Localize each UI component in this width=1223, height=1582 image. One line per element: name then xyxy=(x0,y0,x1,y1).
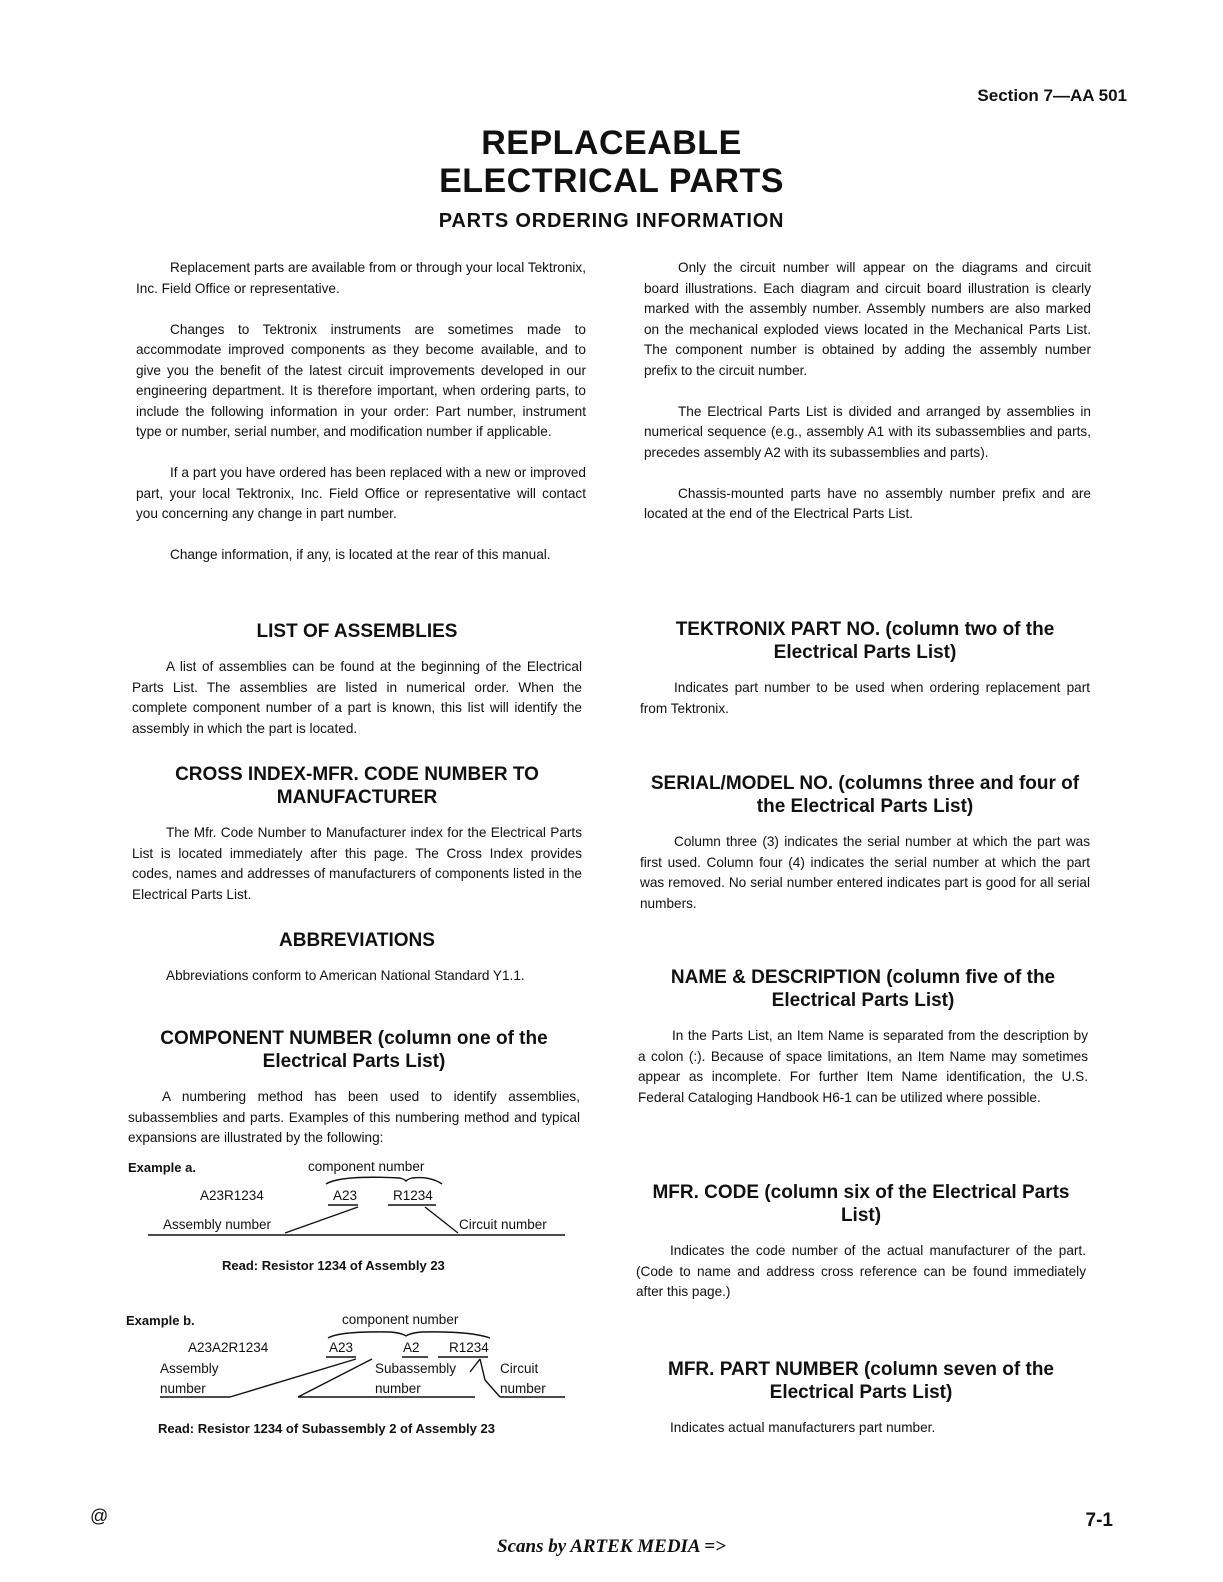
mfr-code-section xyxy=(636,1181,1086,1303)
example-b-part2: A2 xyxy=(403,1340,420,1355)
example-b-part1: A23 xyxy=(329,1340,354,1355)
section-heading: MFR. CODE (column six of the Electrical Parts List) xyxy=(652,1182,1070,1226)
example-b-circuit-2: number xyxy=(500,1381,546,1396)
paragraph: Chassis-mounted parts have no assembly number prefix and are located at the end of the Electrical Parts List. xyxy=(644,485,1091,521)
paragraph: Indicates the code number of the actual manufacturer of the part. (Code to name and address cross reference can be found immediately after this page.) xyxy=(636,1243,1086,1299)
assemblies-section xyxy=(132,620,582,739)
example-a-right-caption: Circuit number xyxy=(459,1217,547,1232)
example-b-assembly-2: number xyxy=(160,1381,206,1396)
section-heading: NAME & DESCRIPTION (column five of the Electrical Parts List) xyxy=(670,967,1056,1011)
section-heading: ABBREVIATIONS xyxy=(279,930,435,951)
example-a-diagram-lines xyxy=(140,1170,580,1240)
scan-credit: Scans by ARTEK MEDIA => xyxy=(497,1536,726,1557)
example-a-part1: A23 xyxy=(333,1188,358,1203)
example-b-sub-1: Subassembly xyxy=(375,1361,457,1376)
paragraph: Indicates part number to be used when ordering replacement part from Tektronix. xyxy=(640,680,1090,716)
paragraph: Column three (3) indicates the serial number at which the part was first used. Column four (4) indicates the serial number at which the part was removed. No serial number entered indicates part is good for all serial numbers. xyxy=(640,834,1090,911)
right-intro xyxy=(644,258,1091,525)
example-b-read: Read: Resistor 1234 of Subassembly 2 of Assembly 23 xyxy=(158,1421,495,1436)
paragraph: Abbreviations conform to American National Standard Y1.1. xyxy=(166,968,525,983)
footer-symbol: @ xyxy=(90,1506,109,1526)
paragraph: A numbering method has been used to identify assemblies, subassemblies and parts. Examples of this numbering method and typical expansions are illustrated by the following: xyxy=(128,1089,580,1145)
example-b-part3: R1234 xyxy=(449,1340,489,1355)
page-subtitle: PARTS ORDERING INFORMATION xyxy=(438,210,785,232)
section-heading: CROSS INDEX-MFR. CODE NUMBER TO MANUFACTURER xyxy=(175,764,539,808)
section-heading: SERIAL/MODEL NO. (columns three and four of the Electrical Parts List) xyxy=(650,773,1080,817)
example-b-code: A23A2R1234 xyxy=(188,1340,269,1355)
example-a-brace-label: component number xyxy=(308,1159,425,1174)
example-a-part2: R1234 xyxy=(393,1188,433,1203)
page-number: 7-1 xyxy=(1085,1510,1113,1531)
paragraph: In the Parts List, an Item Name is separated from the description by a colon (:). Because of space limitations, an Item Name may sometimes appear as incomplete. For further Item Name identification, the U.S. Federal Cataloging Handbook H6-1 can be utilized where possible. xyxy=(638,1028,1088,1105)
section-heading: TEKTRONIX PART NO. (column two of the Electrical Parts List) xyxy=(675,619,1055,663)
left-intro xyxy=(136,258,586,566)
paragraph: Only the circuit number will appear on the diagrams and circuit board illustrations. Each diagram and circuit board illustration is clearly marked with the assembly number. Assembly numbers are also marked on the mechanical exploded views located in the Mechanical Parts List. The component number is obtained by adding the assembly number prefix to the circuit number. xyxy=(644,260,1091,378)
abbreviations-section xyxy=(132,929,582,987)
paragraph: If a part you have ordered has been replaced with a new or improved part, your local Tektronix, Inc. Field Office or representative will contact you concerning any change in part number. xyxy=(136,465,586,521)
example-a-label: Example a. xyxy=(128,1160,196,1175)
example-a-code: A23R1234 xyxy=(200,1188,264,1203)
paragraph: Change information, if any, is located at the rear of this manual. xyxy=(170,547,551,562)
component-section xyxy=(128,1027,580,1149)
section-heading: MFR. PART NUMBER (column seven of the Electrical Parts List) xyxy=(668,1359,1054,1403)
example-b-sub-2: number xyxy=(375,1381,421,1396)
example-b-diagram-lines xyxy=(140,1322,580,1402)
paragraph: Changes to Tektronix instruments are sometimes made to accommodate improved components as they become available, and to give you the benefit of the latest circuit improvements developed in our engineering department. It is therefore important, when ordering parts, to include the following information in your order: Part number, instrument type or number, serial number, and modification number if applicable. xyxy=(136,321,586,439)
section-heading: LIST OF ASSEMBLIES xyxy=(256,621,458,642)
paragraph: A list of assemblies can be found at the beginning of the Electrical Parts List. The assemblies are listed in numerical order. When the complete component number of a part is known, this list will identify the assembly in which the part is located. xyxy=(132,659,582,736)
paragraph: Replacement parts are available from or through your local Tektronix, Inc. Field Office or representative. xyxy=(136,260,586,296)
example-a-read: Read: Resistor 1234 of Assembly 23 xyxy=(222,1258,445,1273)
paragraph: The Electrical Parts List is divided and arranged by assemblies in numerical sequence (e.g., assembly A1 with its subassemblies and parts, precedes assembly A2 with its subassemblies and parts). xyxy=(644,403,1091,460)
page-title-line2: ELECTRICAL PARTS xyxy=(439,162,784,200)
paragraph: The Mfr. Code Number to Manufacturer index for the Electrical Parts List is located immediately after this page. The Cross Index provides codes, names and addresses of manufacturers of components listed in the Electrical Parts List. xyxy=(132,825,582,902)
serial-section xyxy=(640,772,1090,914)
example-b-circuit-1: Circuit xyxy=(500,1361,539,1376)
part-no-section xyxy=(640,618,1090,719)
name-section xyxy=(638,966,1088,1108)
example-b-brace-label: component number xyxy=(342,1312,459,1327)
section-heading: COMPONENT NUMBER (column one of the Electrical Parts List) xyxy=(160,1028,548,1072)
paragraph: Indicates actual manufacturers part number. xyxy=(670,1420,936,1435)
cross-index-section xyxy=(132,763,582,905)
example-a-left-caption: Assembly number xyxy=(163,1217,272,1232)
example-b-label: Example b. xyxy=(126,1313,195,1328)
mfr-part-section xyxy=(636,1358,1086,1439)
example-b-assembly-1: Assembly xyxy=(160,1361,219,1376)
page-title-line1: REPLACEABLE xyxy=(481,124,742,162)
section-label: Section 7—AA 501 xyxy=(977,86,1127,105)
